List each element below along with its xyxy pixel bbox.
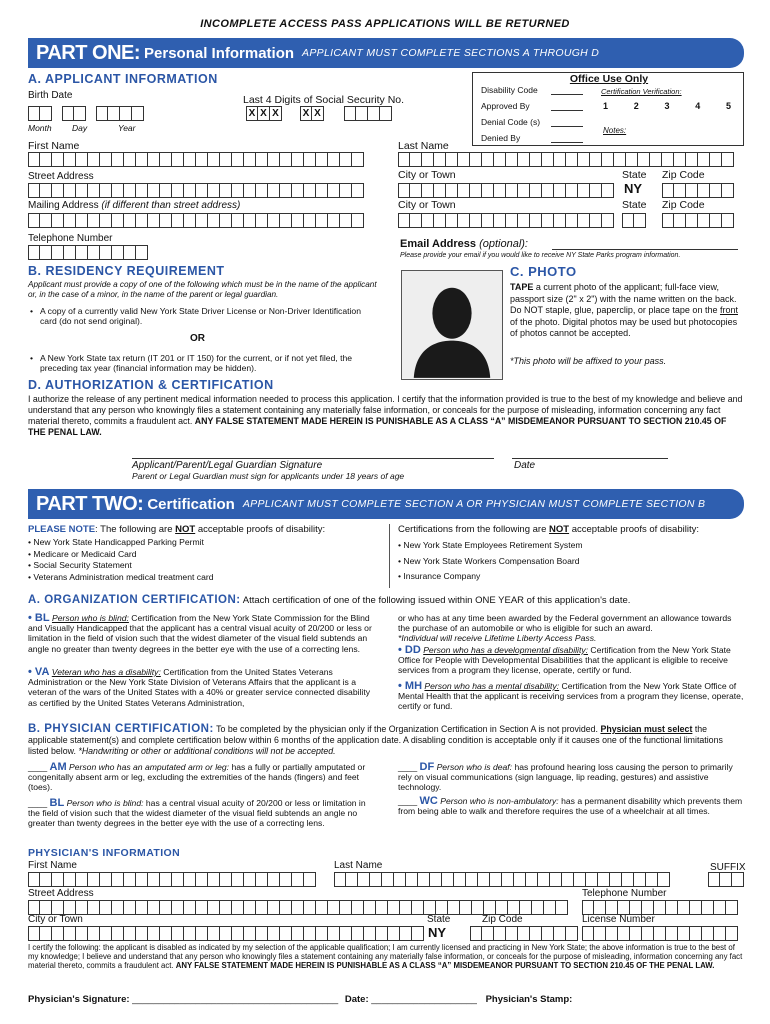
phys-certify-text: I certify the following: the applicant is disabled as indicated by my selection of the applicable qualification; I am currently licensed and practicing in New York State; the above information is true to the best of my knowledge; I believe and understand that any person who knowingly files a statement containing any materially false information, or conceals for the purpose of misleading, information concerning any fact material thereto, commits a fraudulent act. ANY FALSE STATEMENT MADE HEREIN IS PUNISHABLE AS A CLASS “A” MISDEMEANOR PURSUANT TO SECTION 210.45 OF THE PENAL LAW.	[28, 943, 743, 971]
phys-suffix-label: SUFFIX	[710, 862, 746, 873]
birth-day-field[interactable]	[62, 106, 86, 121]
telephone-label: Telephone Number	[28, 233, 113, 244]
part-two-instruction: APPLICANT MUST COMPLETE SECTION A OR PHYSICIAN MUST COMPLETE SECTION B	[242, 498, 706, 510]
not-acceptable-right: Certifications from the following are NOT acceptable proofs of disability: • New York State Employees Retirement System • New York State Workers Compensation Board • Insurance Company	[398, 524, 744, 585]
verification-numbers: 1 2 3 4 5	[603, 101, 731, 111]
phys-street-label: Street Address	[28, 888, 94, 899]
phys-cert-header: B. PHYSICIAN CERTIFICATION: To be completed by the physician only if the Organization Certification in Section A is not provided. Physician must select the applicable statement(s) and complete certification below within 6 months of the application date. A disabling condition is acceptable only if it causes one of the functional limitations listed below. *Handwriting or other or additional conditions will not be accepted.	[28, 723, 723, 757]
org-va-cont: or who has at any time been awarded by the Federal government an allowance towards the purchase of an automobile or who is eligible for such an award. *Individual will receive Lifetime Liberty Access Pass.	[398, 613, 732, 644]
phys-bl: ____ BL Person who is blind: has a central visual acuity of 20/200 or less or limitation in the field of vision such that the widest diameter of the visual field subtends an angle no greater than twenty degrees in the better eye with the use of a correcting lens.	[28, 797, 366, 829]
section-a-title: A. APPLICANT INFORMATION	[28, 72, 218, 86]
first-name-field[interactable]	[28, 152, 364, 167]
phys-zip-field[interactable]	[470, 926, 578, 941]
phys-city-field[interactable]	[28, 926, 424, 941]
mailing-zip-field[interactable]	[662, 213, 734, 228]
org-va: • VA Veteran who has a disability: Certification from the United States Veterans Administration or the New York State Division of Veterans Affairs that the applicant is a veteran of the wars of the United States with a 40% or greater service connected disability as certified by the United States Veterans Administration,	[28, 666, 371, 708]
phys-info-title: PHYSICIAN'S INFORMATION	[28, 847, 181, 859]
birth-month-field[interactable]	[28, 106, 52, 121]
phys-df: ____ DF Person who is deaf: has profound hearing loss causing the person to primarily rely on visual communications (sign language, lip reading, gestures) and assistive technology.	[398, 761, 733, 793]
state-label: State	[622, 169, 647, 181]
phys-license-field[interactable]	[582, 926, 738, 941]
applicant-signature-field[interactable]	[132, 458, 494, 459]
phys-state-label: State	[427, 914, 451, 925]
office-use-title: Office Use Only	[569, 73, 649, 85]
phys-last-name-field[interactable]	[334, 872, 670, 887]
dd-checkbox[interactable]: • DD	[398, 644, 421, 656]
last-name-label: Last Name	[398, 140, 449, 152]
phys-wc: ____ WC Person who is non-ambulatory: has a permanent disability which prevents them from being able to walk and therefore requires the use of a wheelchair at all times.	[398, 795, 743, 817]
mailing-state-label: State	[622, 199, 647, 211]
phys-city-label: City or Town	[28, 914, 83, 925]
phys-first-name-field[interactable]	[28, 872, 316, 887]
wc-checkbox[interactable]: ____	[398, 796, 418, 806]
last-name-field[interactable]	[398, 152, 734, 167]
part-one-instruction: APPLICANT MUST COMPLETE SECTIONS A THROUGH D	[302, 47, 600, 59]
mailing-city-field[interactable]	[398, 213, 614, 228]
section-c-title: C. PHOTO	[510, 264, 577, 279]
photo-note: *This photo will be affixed to your pass.	[510, 356, 667, 366]
phys-zip-label: Zip Code	[482, 914, 523, 925]
part-one-label: PART ONE:	[36, 41, 141, 64]
df-checkbox[interactable]: ____	[398, 762, 418, 772]
person-silhouette-icon	[402, 270, 502, 379]
phys-signature-row: Physician's Signature: _______________________________________ Date: ____________________ Physician's Stamp:	[28, 994, 573, 1005]
state-value: NY	[624, 181, 643, 196]
phys-last-name-label: Last Name	[334, 860, 383, 871]
email-label: Email Address (optional):	[400, 238, 528, 250]
org-mh: • MH Person who has a mental disability: Certification from the New York State Office of Mental Health that the applicant is receiving services from a program they license, operate, certify or fund.	[398, 680, 744, 712]
not-acceptable-item: • Insurance Company	[398, 571, 481, 581]
phys-signature-field[interactable]: _______________________________________	[132, 994, 339, 1005]
not-acceptable-item: • Social Security Statement	[28, 560, 132, 570]
residency-item-2: • A New York State tax return (IT 201 or IT 150) for the current, or if not yet filed, the preceding tax year (financial information may be hidden).	[30, 353, 353, 374]
denied-by-label: Denied By	[481, 133, 521, 143]
phys-state-value: NY	[428, 925, 447, 940]
part-one-banner	[28, 38, 744, 68]
not-acceptable-item: • New York State Handicapped Parking Permit	[28, 537, 204, 547]
part-two-title: Certification	[147, 495, 235, 513]
year-label: Year	[118, 123, 136, 133]
notes-label: Notes:	[603, 126, 627, 135]
cert-verification-label: Certification Verification:	[601, 87, 682, 96]
approved-by-label: Approved By	[481, 101, 530, 111]
not-acceptable-item: • New York State Workers Compensation Board	[398, 555, 580, 566]
ssn-masked-2: X X	[300, 106, 324, 121]
birth-date-label: Birth Date	[28, 90, 73, 101]
email-note: Please provide your email if you would like to receive NY State Parks program information.	[400, 252, 681, 259]
mh-checkbox[interactable]: • MH	[398, 680, 423, 692]
not-acceptable-left: PLEASE NOTE: The following are NOT acceptable proofs of disability: • New York State Handicapped Parking Permit • Medicare or Medicaid Card • Social Security Statement • Veterans Administration medical treatment card	[28, 524, 390, 588]
phys-date-field[interactable]: ____________________	[371, 994, 477, 1005]
date-label: Date	[514, 460, 536, 471]
mailing-city-label: City or Town	[398, 199, 456, 211]
ssn-masked-1: X X X	[246, 106, 282, 121]
denial-code-label: Denial Code (s)	[481, 117, 541, 127]
phys-telephone-field[interactable]	[582, 900, 738, 915]
phys-street-field[interactable]	[28, 900, 568, 915]
residency-or: OR	[190, 333, 205, 344]
mailing-address-label: Mailing Address (if different than street address)	[28, 200, 241, 211]
street-address-field[interactable]	[28, 183, 364, 198]
mailing-zip-label: Zip Code	[662, 199, 705, 211]
day-label: Day	[72, 123, 88, 133]
phys-first-name-label: First Name	[28, 860, 77, 871]
bl-checkbox[interactable]: • BL	[28, 612, 50, 624]
org-bl: • BL Person who is blind: Certification from the New York State Commission for the Blind and Visually Handicapped that the applicant has a central visual acuity of 20/200 or less or limitation in the field of vision such that the widest diameter of the visual field subtends an angle no greater than twenty degrees in the better eye with the use of a correcting lens.	[28, 612, 372, 654]
photo-instructions: TAPE a current photo of the applicant; full-face view, passport size (2" x 2") with the name written on the back. Do NOT staple, glue, paperclip, or place tape on the front of the photo. Digital photos may be used but photocopies of photos cannot be accepted.	[510, 282, 738, 338]
applicant-date-field[interactable]	[512, 458, 668, 459]
zip-field[interactable]	[662, 183, 734, 198]
ssn-last4-field[interactable]	[344, 106, 392, 121]
ssn-label: Last 4 Digits of Social Security No.	[243, 94, 405, 106]
authorization-text: I authorize the release of any pertinent medical information needed to process this application. I certify that the information provided is true to the best of my knowledge and believe and understand that any person who knowingly files a statement containing any materially false information, or conceals for the purpose of misleading, information concerning any fact material thereto, commits a fraudulent act. ANY FALSE STATEMENT MADE HEREIN IS PUNISHABLE AS A CLASS “A” MISDEMEANOR PURSUANT TO SECTION 210.45 OF THE PENAL LAW.	[28, 394, 743, 437]
va-checkbox[interactable]: • VA	[28, 666, 50, 678]
zip-label: Zip Code	[662, 169, 705, 181]
part-one-title: Personal Information	[144, 44, 295, 62]
part-two-banner	[28, 489, 744, 519]
city-field[interactable]	[398, 183, 614, 198]
return-warning: INCOMPLETE ACCESS PASS APPLICATIONS WILL BE RETURNED	[200, 18, 570, 30]
phys-license-label: License Number	[582, 914, 655, 925]
telephone-field[interactable]	[28, 245, 148, 260]
first-name-label: First Name	[28, 140, 80, 152]
disability-code-label: Disability Code	[481, 85, 538, 95]
birth-year-field[interactable]	[96, 106, 144, 121]
not-acceptable-item: • New York State Employees Retirement System	[398, 540, 583, 550]
org-cert-header: A. ORGANIZATION CERTIFICATION: Attach certification of one of the following issued within ONE YEAR of this application's date.	[28, 594, 631, 606]
phys-am: ____ AM Person who has an amputated arm or leg: has a fully or partially amputated or congenitally absent arm or leg, excluding the extremities of the hands (fingers) and feet (toes).	[28, 761, 366, 793]
section-d-title: D. AUTHORIZATION & CERTIFICATION	[28, 378, 274, 392]
residency-intro: Applicant must provide a copy of one of the following which must be in the name of the applicant or, in the case of a minor, in the name of the parent or legal guardian.	[28, 280, 377, 299]
month-label: Month	[28, 123, 52, 133]
section-b-title: B. RESIDENCY REQUIREMENT	[28, 264, 225, 278]
email-field[interactable]	[552, 249, 738, 250]
org-dd: • DD Person who has a developmental disability: Certification from the New York State Office for People with Developmental Disabilities that the applicant is eligible to receive services from a program they license, operate, certify or fund.	[398, 644, 731, 676]
mailing-state-field[interactable]	[622, 213, 646, 228]
signature-label: Applicant/Parent/Legal Guardian Signature	[132, 460, 323, 471]
street-address-label: Street Address	[28, 171, 94, 182]
residency-item-1: • A copy of a currently valid New York State Driver License or Non-Driver Identification card (do not send original).	[30, 306, 361, 327]
am-checkbox[interactable]: ____	[28, 762, 48, 772]
part-two-label: PART TWO:	[36, 492, 144, 515]
signature-note: Parent or Legal Guardian must sign for applicants under 18 years of age	[132, 471, 405, 481]
mailing-address-field[interactable]	[28, 213, 364, 228]
phys-suffix-field[interactable]	[708, 872, 744, 887]
office-use-box	[472, 72, 744, 146]
not-acceptable-item: • Medicare or Medicaid Card	[28, 548, 137, 559]
phys-telephone-label: Telephone Number	[582, 888, 667, 899]
not-acceptable-item: • Veterans Administration medical treatment card	[28, 571, 214, 582]
phys-bl-checkbox[interactable]: ____	[28, 798, 48, 808]
sample-photo	[401, 270, 503, 380]
city-label: City or Town	[398, 169, 456, 181]
